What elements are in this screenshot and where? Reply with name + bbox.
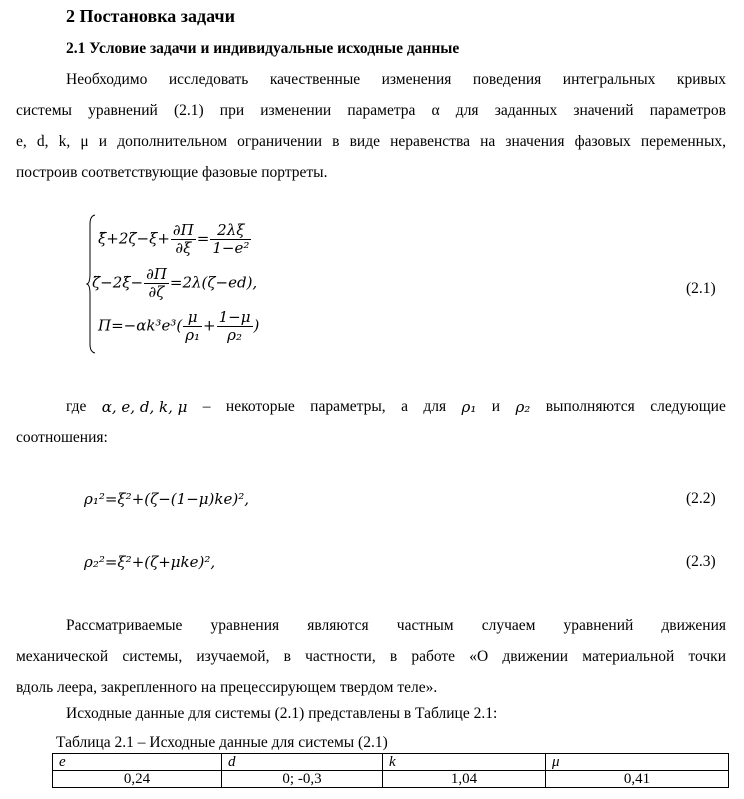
table-header-cell: k (383, 754, 546, 771)
where-word: и (491, 398, 501, 415)
equation-line-2: ζ̈−2ξ̇− $\frac{\partial\Pi}{\partial\zeta}$ =2λ(ζ−ed), (92, 265, 258, 301)
fraction-mu-rho1: $\frac{\mu}{\text{ρ₁}}$ (185, 308, 201, 344)
where-word: где (66, 398, 87, 415)
where-word: – (202, 398, 211, 415)
equation-number-2-1: (2.1) (686, 280, 716, 297)
consider-line-1: Рассматриваемые уравнения являются частным случаем уравнений движения (66, 617, 726, 634)
table-cell: 0; -0,3 (222, 771, 383, 788)
where-rho1: ρ₁ (461, 398, 477, 416)
equation-2-2: ρ₁²=ξ²+(ζ−(1−μ)ke)², (84, 490, 249, 508)
source-data-table (52, 753, 729, 788)
where-rho2: ρ₂ (515, 398, 531, 416)
table-caption: Таблица 2.1 – Исходные данные для системы (2.1) (56, 734, 388, 751)
table-header-cell: μ (546, 754, 729, 771)
fraction-1mu-rho2: $\frac{1-\mu}{\text{ρ₂}}$ (218, 308, 251, 344)
where-params: α, e, d, k, μ (101, 398, 188, 416)
consider-line-2: механической системы, изучаемой, в частности, в работе «О движении материальной точки (16, 648, 726, 665)
equation-number-2-3: (2.3) (686, 553, 716, 570)
intro-line-3: e, d, k, μ и дополнительном ограничении в виде неравенства на значения фазовых переменных, (16, 133, 726, 150)
equation-number-2-2: (2.2) (686, 490, 716, 507)
intro-line-4: построив соответствующие фазовые портреты. (16, 164, 328, 181)
table-header-cell: e (53, 754, 222, 771)
fraction-dpi-dzeta: $\frac{\partial\Pi}{\partial\zeta}$ (146, 265, 167, 301)
table-cell: 1,04 (383, 771, 546, 788)
table-header-row (53, 754, 729, 771)
equation-line-3: Π=−αk³e³( $\frac{\mu}{\text{ρ₁}}$ + $\frac{1-\mu}{\text{ρ₂}}$ ) (98, 308, 260, 344)
where-word: следующие (650, 398, 726, 415)
section-title: 2 Постановка задачи (66, 6, 235, 26)
consider-paragraph (16, 610, 726, 703)
table-cell: 0,41 (546, 771, 729, 788)
where-paragraph-line-2: соотношения: (16, 429, 108, 446)
where-paragraph-line-1 (66, 398, 726, 416)
where-word: некоторые (225, 398, 295, 415)
table-row (53, 771, 729, 788)
table-header-cell: d (222, 754, 383, 771)
equation-2-3: ρ₂²=ξ²+(ζ+μke)², (84, 553, 216, 571)
where-word: параметры, (310, 398, 386, 415)
fraction-rhs: $\frac{2\lambda\xi}{\text{1−e²}}$ (212, 221, 250, 257)
intro-line-1: Необходимо исследовать качественные изменения поведения интегральных кривых (66, 71, 726, 88)
subsection-title: 2.1 Условие задачи и индивидуальные исходные данные (66, 40, 460, 57)
where-word: а (401, 398, 408, 415)
where-word: выполняются (545, 398, 635, 415)
fraction-dpi-dxi: $\frac{\partial\Pi}{\partial\xi}$ (172, 221, 194, 257)
table-intro: Исходные данные для системы (2.1) представлены в Таблице 2.1: (66, 705, 498, 722)
equation-line-1: ξ̈+2ζ̇−ξ+ $\frac{\partial\Pi}{\partial\xi}$ = $\frac{2\lambda\xi}{\text{1−e²}}$ (98, 221, 250, 257)
where-word: для (423, 398, 447, 415)
consider-line-3: вдоль леера, закрепленного на прецессирующем твердом теле». (16, 679, 438, 696)
intro-line-2: системы уравнений (2.1) при изменении параметра α для заданных значений параметров (16, 102, 726, 119)
table-cell: 0,24 (53, 771, 222, 788)
intro-paragraph (16, 64, 726, 188)
